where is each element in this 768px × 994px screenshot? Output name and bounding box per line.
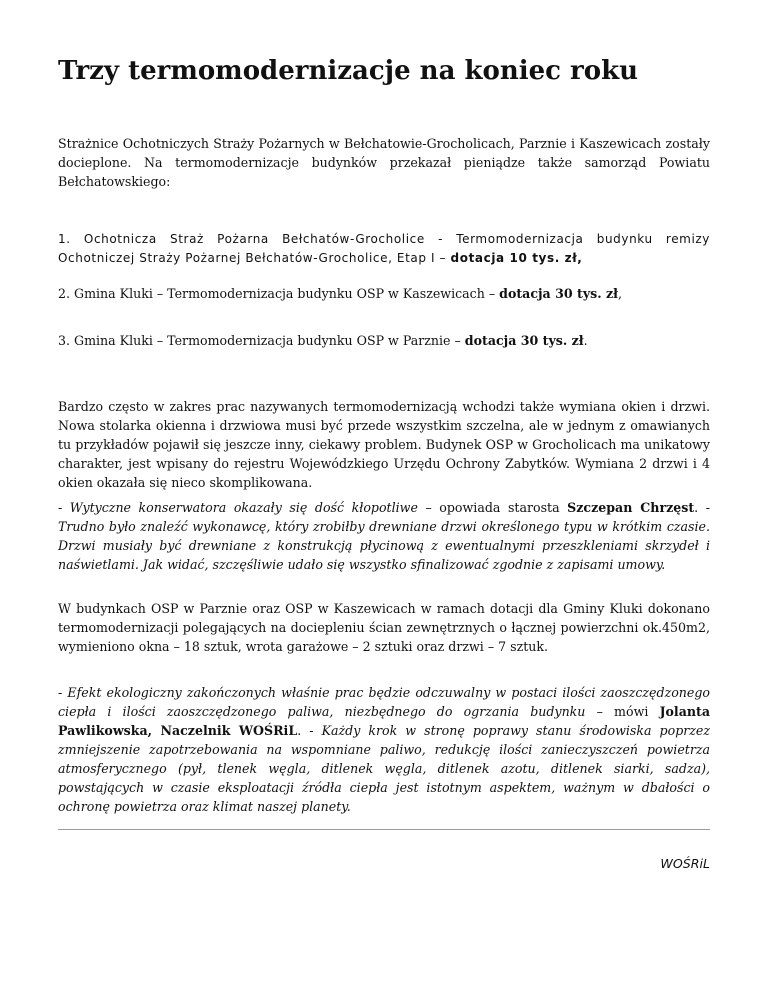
grant-item-3-tail: . (583, 333, 588, 348)
grant-item-2-text: 2. Gmina Kluki – Termomodernizacja budynku OSP w Kaszewicach – (58, 286, 500, 301)
article-title: Trzy termomodernizacje na koniec roku (58, 56, 638, 86)
grant-item-2-amount: dotacja 30 tys. zł (499, 286, 618, 301)
grant-item-1-amount: dotacja 10 tys. zł, (450, 251, 583, 265)
quote-naczelnik-part4: Każdy krok w stronę poprawy stanu środowiska poprzez zmniejszenie zapotrzebowania na wspomniane paliwo, redukcję ilości zanieczyszczeń powietrza atmosferycznego (pył, tlenek węgla, ditlenek węgla, ditlenek azotu, ditlenek siarki, sadza), powstających w czasie eksploatacji źródła ciepła jest istotnym aspektem, ważnym w dbałości o ochronę powietrza oraz klimat naszej planety. (58, 723, 711, 814)
grant-item-2-tail: , (618, 286, 623, 301)
grant-item-1 (58, 230, 710, 268)
grant-item-3-amount: dotacja 30 tys. zł (464, 333, 584, 348)
quote-naczelnik-speaker: Jolanta Pawlikowska, Naczelnik WOŚRiL (58, 704, 710, 738)
grant-item-3-text: 3. Gmina Kluki – Termomodernizacja budynku OSP w Parznie – (58, 333, 465, 348)
windows-paragraph: Bardzo często w zakres prac nazywanych termomodernizacją wchodzi także wymiana okien i drzwi. Nowa stolarka okienna i drzwiowa musi być przede wszystkim szczelna, ale w jednym z omawianych tu przykładów pojawił się jeszcze inny, ciekawy problem. Budynek OSP w Grocholicach ma unikatowy charakter, jest wpisany do rejestru Wojewódzkiego Urzędu Ochrony Zabytków. Wymiana 2 drzwi i 4 okien okazała się nieco skomplikowana. (58, 399, 710, 490)
quote-naczelnik-part1: - Efekt ekologiczny zakończonych właśnie prac będzie odczuwalny w postaci ilości zaoszczędzonego ciepła i ilości zaoszczędzonego paliwa, niezbędnego do ogrzania budynku (58, 685, 710, 719)
signature: WOŚRiL (660, 856, 710, 871)
quote-starosta-part3: . - (694, 500, 710, 515)
intro-paragraph: Strażnice Ochotniczych Straży Pożarnych w Bełchatowie-Grocholicach, Parznie i Kaszewicach zostały docieplone. Na termomodernizacje budynków przekazał pieniądze także samorząd Powiatu Bełchatowskiego: (58, 136, 710, 189)
quote-starosta-part1: - Wytyczne konserwatora okazały się dość kłopotliwe (58, 500, 418, 515)
grant-item-1-text: 1. Ochotnicza Straż Pożarna Bełchatów-Grocholice - Termomodernizacja budynku remizy Ochotniczej Straży Pożarnej Bełchatów-Grocholice, Etap I – (58, 232, 710, 265)
grant-item-2 (58, 284, 710, 303)
quote-starosta-part4: Trudno było znaleźć wykonawcę, który zrobiłby drewniane drzwi określonego typu w krótkim czasie. Drzwi musiały być drewniane z konstrukcją płycinową z ewentualnymi przeszkleniami skrzydeł i naświetlami. Jak widać, szczęśliwie udało się wszystko sfinalizować zgodnie z zapisami umowy. (58, 519, 710, 572)
quote-starosta-speaker: Szczepan Chrzęst (567, 500, 695, 515)
quote-naczelnik-part3: . - (297, 723, 322, 738)
grant-item-3 (58, 331, 710, 350)
quote-starosta (58, 498, 710, 574)
quote-naczelnik-part2: – mówi (585, 704, 660, 719)
quote-naczelnik (58, 683, 710, 816)
quote-starosta-part2: – opowiada starosta (417, 500, 568, 515)
footer-divider (58, 829, 710, 830)
kluki-paragraph: W budynkach OSP w Parznie oraz OSP w Kaszewicach w ramach dotacji dla Gminy Kluki dokonano termomodernizacji polegających na dociepleniu ścian zewnętrznych o łącznej powierzchni ok.450m2, wymieniono okna – 18 sztuk, wrota garażowe – 2 sztuki oraz drzwi – 7 sztuk. (58, 601, 710, 654)
